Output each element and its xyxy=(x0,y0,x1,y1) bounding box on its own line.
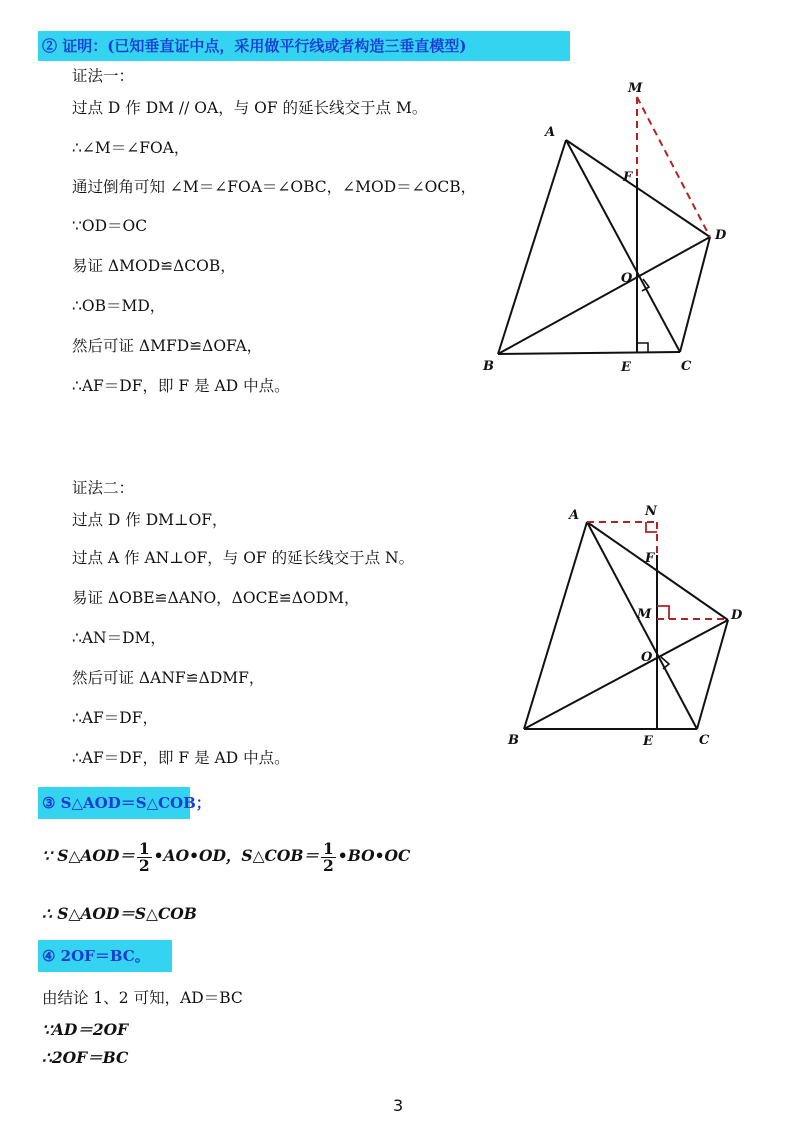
svg-text:M xyxy=(636,607,652,622)
method1-line-2: ∴∠M＝∠FOA， xyxy=(72,139,190,157)
fig2-label-F: F xyxy=(645,551,655,566)
fig1-label-E: E xyxy=(621,360,631,375)
svg-text:D xyxy=(730,608,743,623)
method2-line-3: 易证 ΔOBE≌ΔANO，ΔOCE≌ΔODM， xyxy=(72,589,360,607)
svg-text:M xyxy=(627,81,643,96)
section4-line-3: ∴2OF＝BC xyxy=(42,1048,129,1067)
fig2-label-C: C xyxy=(699,733,710,748)
fraction-half-2: $\frac{1}{2}$ xyxy=(322,838,334,875)
method2-line-2: 过点 A 作 AN⊥OF，与 OF 的延长线交于点 N。 xyxy=(72,549,415,567)
svg-text:C xyxy=(681,359,692,374)
svg-text:E xyxy=(620,360,632,375)
fig1-label-M: M xyxy=(628,81,643,96)
method1-line-8: ∴AF＝DF，即 F 是 AD 中点。 xyxy=(72,377,290,395)
method1-line-5: 易证 ΔMOD≌ΔCOB， xyxy=(72,257,236,275)
fig2-label-N: N xyxy=(645,504,657,519)
method1-line-1: 过点 D 作 DM // OA，与 OF 的延长线交于点 M。 xyxy=(72,99,428,117)
svg-text:B xyxy=(507,733,519,748)
method1-line-4: ∵OD＝OC xyxy=(72,217,148,235)
method1-line-7: 然后可证 ΔMFD≌ΔOFA， xyxy=(72,337,263,355)
fig1-label-B: B xyxy=(483,359,494,374)
fig1-label-O: O xyxy=(621,271,633,286)
svg-text:E xyxy=(642,734,654,749)
fig2-label-A: A xyxy=(569,508,580,523)
area-formula-suffix: •BO•OC xyxy=(337,846,411,865)
fig1-label-C: C xyxy=(681,359,692,374)
section3-line-2: ∴ S△AOD＝S△COB xyxy=(42,904,197,923)
fig1-label-F: F xyxy=(623,170,633,185)
section2-header: ② 证明：(已知垂直证中点，采用做平行线或者构造三垂直模型) xyxy=(42,37,467,55)
area-formula-prefix: ∵ S△AOD＝ xyxy=(42,846,135,865)
geometry-figure-1 xyxy=(470,75,740,385)
fig1-label-D: D xyxy=(715,228,727,243)
svg-text:O xyxy=(641,650,653,665)
svg-text:F xyxy=(622,170,633,185)
svg-text:O xyxy=(621,271,633,286)
method2-line-6: ∴AF＝DF， xyxy=(72,709,158,727)
svg-text:F xyxy=(644,551,655,566)
svg-text:D xyxy=(714,228,727,243)
section4-line-2: ∵AD＝2OF xyxy=(42,1020,129,1039)
section4-header: ④ 2OF＝BC。 xyxy=(42,947,150,965)
svg-text:A xyxy=(567,508,579,523)
fig1-label-A: A xyxy=(545,125,556,140)
section3-line-1 xyxy=(42,836,410,876)
fig2-label-B: B xyxy=(508,733,519,748)
svg-text:N xyxy=(644,504,658,519)
method2-line-1: 过点 D 作 DM⊥OF， xyxy=(72,511,228,529)
section4-line-1: 由结论 1、2 可知，AD＝BC xyxy=(42,989,243,1007)
method1-line-3: 通过倒角可知 ∠M＝∠FOA＝∠OBC，∠MOD＝∠OCB， xyxy=(72,178,477,196)
fig2-label-D: D xyxy=(731,608,743,623)
method2-line-5: 然后可证 ΔANF≌ΔDMF， xyxy=(72,669,265,687)
method1-title: 证法一： xyxy=(72,67,135,85)
method2-line-4: ∴AN＝DM， xyxy=(72,629,166,647)
method2-title: 证法二： xyxy=(72,479,135,497)
fig2-label-M: M xyxy=(637,607,652,622)
method2-line-7: ∴AF＝DF，即 F 是 AD 中点。 xyxy=(72,749,290,767)
page-number: 3 xyxy=(393,1096,404,1115)
fig2-label-O: O xyxy=(641,650,653,665)
fig2-label-E: E xyxy=(643,734,653,749)
svg-text:C xyxy=(699,733,710,748)
svg-text:B xyxy=(482,359,494,374)
svg-text:A xyxy=(543,125,555,140)
section3-header: ③ S△AOD＝S△COB； xyxy=(42,794,211,812)
area-formula-mid: •AO•OD，S△COB＝ xyxy=(153,846,319,865)
fraction-half-1: $\frac{1}{2}$ xyxy=(138,838,150,875)
geometry-figure-2 xyxy=(500,500,755,750)
method1-line-6: ∴OB＝MD， xyxy=(72,297,166,315)
